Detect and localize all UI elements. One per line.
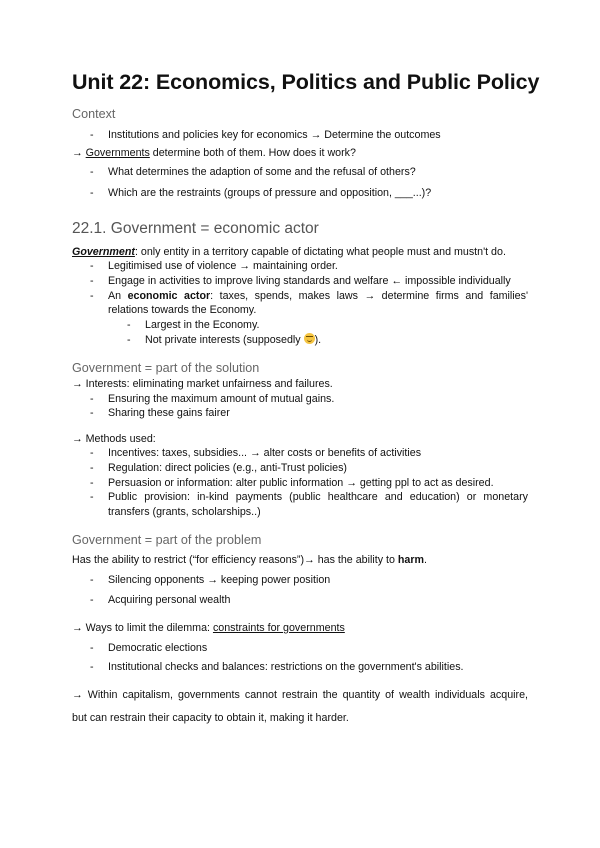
text: → Ways to limit the dilemma: bbox=[72, 622, 213, 634]
solution-item-2: Sharing these gains fairer bbox=[108, 407, 230, 419]
text: . bbox=[424, 554, 428, 566]
text: Not private interests (supposedly bbox=[145, 334, 304, 346]
problem-heading: Government = part of the problem bbox=[72, 533, 262, 547]
method-4: Public provision: in-kind payments (public healthcare and education) or monetary bbox=[108, 491, 528, 503]
bullet-dash: - bbox=[90, 260, 94, 272]
governments-rest: determine both of them. How does it work? bbox=[149, 147, 356, 159]
grinning-face-icon bbox=[304, 333, 315, 344]
bullet-dash: - bbox=[90, 187, 94, 199]
government-term: Government bbox=[72, 246, 135, 258]
solution-heading: Government = part of the solution bbox=[72, 361, 260, 375]
conclusion-line-1: → Within capitalism, governments cannot restrain the quantity of wealth individuals acquire, bbox=[72, 689, 528, 701]
arrow-text: → bbox=[72, 147, 86, 159]
bullet-dash: - bbox=[90, 129, 94, 141]
bullet-dash: - bbox=[90, 491, 94, 503]
constraints-term: constraints for governments bbox=[212, 622, 345, 634]
bullet-dash: - bbox=[90, 166, 94, 178]
sub-bullet-dash: - bbox=[127, 319, 131, 331]
method-2: Regulation: direct policies (e.g., anti-Trust policies) bbox=[108, 462, 347, 474]
text: Has the ability to restrict (“for efficiency reasons”)→ has the ability to bbox=[72, 554, 398, 566]
economic-actor-term: economic actor bbox=[127, 290, 211, 302]
harm-term: harm bbox=[397, 554, 425, 566]
problem-item-2: Acquiring personal wealth bbox=[108, 594, 231, 606]
bullet-dash: - bbox=[90, 477, 94, 489]
section-heading-22-1: 22.1. Government = economic actor bbox=[72, 220, 319, 237]
text: : taxes, spends, makes laws → determine firms and families' bbox=[210, 290, 528, 302]
methods-intro: → Methods used: bbox=[72, 433, 156, 445]
government-definition bbox=[72, 245, 506, 260]
definition-text: : only entity in a territory capable of dictating what people must and mustn't do. bbox=[134, 246, 506, 258]
ways-intro bbox=[72, 621, 345, 636]
context-item-1: Institutions and policies key for economics → Determine the outcomes bbox=[108, 129, 441, 141]
actor-bullet-3 bbox=[108, 289, 528, 304]
solution-item-1: Ensuring the maximum amount of mutual gains. bbox=[108, 393, 335, 405]
way-2: Institutional checks and balances: restrictions on the government's abilities. bbox=[108, 661, 464, 673]
bullet-dash: - bbox=[90, 574, 94, 586]
solution-intro: → Interests: eliminating market unfairness and failures. bbox=[72, 378, 333, 390]
problem-intro bbox=[72, 553, 427, 568]
page-title: Unit 22: Economics, Politics and Public Policy bbox=[72, 70, 540, 94]
actor-bullet-1: Legitimised use of violence → maintaining order. bbox=[108, 260, 338, 272]
text: ). bbox=[314, 334, 322, 346]
text: An bbox=[108, 290, 128, 302]
way-1: Democratic elections bbox=[108, 642, 208, 654]
bullet-dash: - bbox=[90, 642, 94, 654]
context-governments-line bbox=[72, 146, 356, 161]
context-heading: Context bbox=[72, 107, 116, 121]
actor-bullet-2: Engage in activities to improve living standards and welfare ← impossible individually bbox=[108, 275, 511, 287]
context-item-3: Which are the restraints (groups of pressure and opposition, ___...)? bbox=[108, 187, 432, 199]
sub-bullet-2 bbox=[145, 333, 321, 348]
governments-term: Governments bbox=[85, 147, 150, 159]
bullet-dash: - bbox=[90, 275, 94, 287]
bullet-dash: - bbox=[90, 462, 94, 474]
method-4-continued: transfers (grants, scholarships..) bbox=[108, 506, 261, 518]
sub-bullet-1: Largest in the Economy. bbox=[145, 319, 260, 331]
sub-bullet-dash: - bbox=[127, 334, 131, 346]
bullet-dash: - bbox=[90, 290, 94, 302]
context-item-2: What determines the adaption of some and the refusal of others? bbox=[108, 166, 416, 178]
problem-item-1: Silencing opponents → keeping power position bbox=[108, 574, 331, 586]
bullet-dash: - bbox=[90, 594, 94, 606]
conclusion-line-2: but can restrain their capacity to obtain it, making it harder. bbox=[72, 712, 349, 724]
bullet-dash: - bbox=[90, 661, 94, 673]
bullet-dash: - bbox=[90, 407, 94, 419]
bullet-dash: - bbox=[90, 393, 94, 405]
bullet-dash: - bbox=[90, 447, 94, 459]
actor-bullet-3-continued: relations towards the Economy. bbox=[108, 304, 257, 316]
method-1: Incentives: taxes, subsidies... → alter costs or benefits of activities bbox=[108, 447, 422, 459]
method-3: Persuasion or information: alter public information → getting ppl to act as desired. bbox=[108, 477, 494, 489]
